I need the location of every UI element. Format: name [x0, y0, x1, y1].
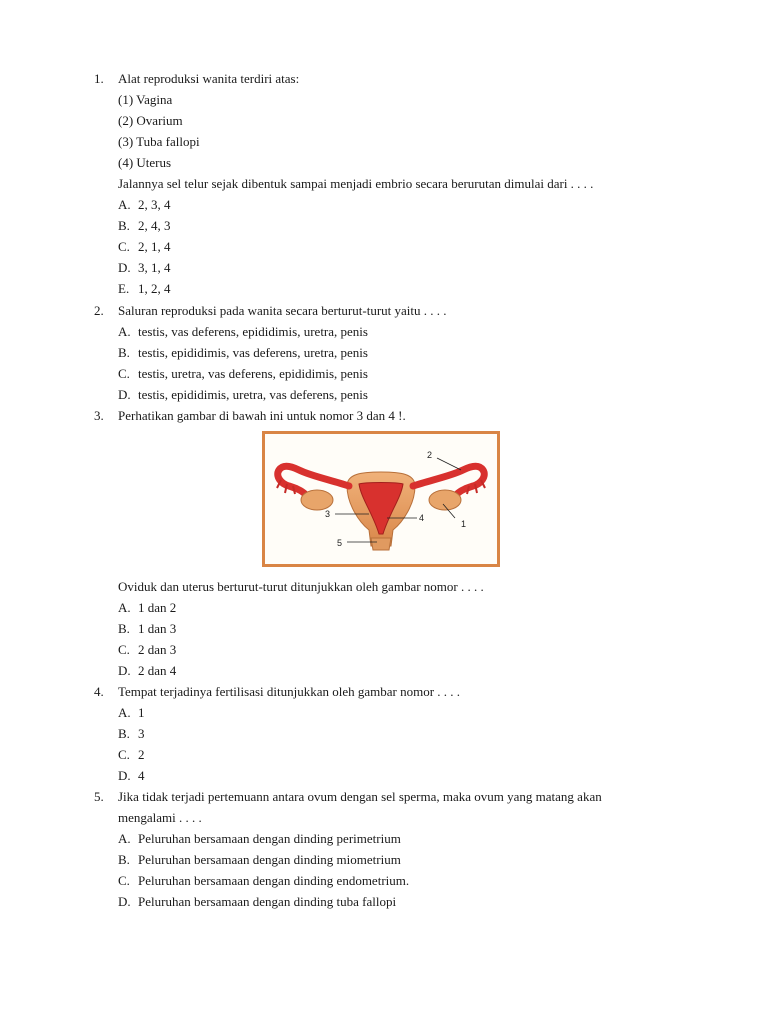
option-e[interactable]: E. 1, 2, 4: [118, 281, 171, 296]
question-text: Jalannya sel telur sejak dibentuk sampai menjadi embrio secara berurutan dimulai dari . . . .: [118, 176, 594, 191]
option-a[interactable]: A. Peluruhan bersamaan dengan dinding perimetrium: [118, 831, 401, 846]
option-c[interactable]: C. 2, 1, 4: [118, 239, 171, 254]
option-d[interactable]: D. testis, epididimis, uretra, vas deferens, penis: [118, 387, 368, 402]
option-b[interactable]: B. testis, epididimis, vas deferens, uretra, penis: [118, 345, 368, 360]
figure-label-3: 3: [325, 509, 331, 519]
option-d[interactable]: D. Peluruhan bersamaan dengan dinding tuba fallopi: [118, 894, 397, 909]
uterus-diagram-icon: [265, 434, 497, 564]
option-b[interactable]: B. 1 dan 3: [118, 621, 177, 636]
question-stem: Alat reproduksi wanita terdiri atas:: [118, 71, 300, 86]
question-number: 1.: [94, 71, 104, 86]
question-stem: Saluran reproduksi pada wanita secara berturut-turut yaitu . . . .: [118, 303, 447, 318]
question-5: [94, 786, 694, 912]
question-stem-continued: mengalami . . . .: [118, 810, 202, 825]
option-a[interactable]: A. 1: [118, 705, 145, 720]
figure-label-1: 1: [461, 519, 467, 529]
question-number: 2.: [94, 303, 104, 318]
question-stem: Perhatikan gambar di bawah ini untuk nomor 3 dan 4 !.: [118, 408, 406, 423]
option-a[interactable]: A. testis, vas deferens, epididimis, uretra, penis: [118, 324, 368, 339]
option-b[interactable]: B. 2, 4, 3: [118, 218, 171, 233]
figure-label-2: 2: [427, 450, 433, 460]
question-number: 4.: [94, 684, 104, 699]
list-item: (4) Uterus: [118, 155, 172, 170]
option-d[interactable]: D. 4: [118, 768, 145, 783]
question-stem: Tempat terjadinya fertilisasi ditunjukkan oleh gambar nomor . . . .: [118, 684, 461, 699]
option-d[interactable]: D. 2 dan 4: [118, 663, 177, 678]
option-c[interactable]: C. 2: [118, 747, 145, 762]
option-a[interactable]: A. 1 dan 2: [118, 600, 177, 615]
question-2: [94, 300, 694, 405]
question-3-body: [94, 576, 694, 681]
option-b[interactable]: B. 3: [118, 726, 145, 741]
list-item: (3) Tuba fallopi: [118, 134, 200, 149]
option-a[interactable]: A. 2, 3, 4: [118, 197, 171, 212]
option-c[interactable]: C. Peluruhan bersamaan dengan dinding endometrium.: [118, 873, 410, 888]
list-item: (1) Vagina: [118, 92, 173, 107]
question-1: [94, 68, 694, 299]
question-number: 5.: [94, 789, 104, 804]
list-item: (2) Ovarium: [118, 113, 183, 128]
option-c[interactable]: C. testis, uretra, vas deferens, epididimis, penis: [118, 366, 368, 381]
question-text: Oviduk dan uterus berturut-turut ditunjukkan oleh gambar nomor . . . .: [118, 579, 484, 594]
reproductive-system-figure: [262, 431, 500, 567]
option-b[interactable]: B. Peluruhan bersamaan dengan dinding miometrium: [118, 852, 401, 867]
figure-label-4: 4: [419, 513, 425, 523]
figure-label-5: 5: [337, 538, 343, 548]
question-number: 3.: [94, 408, 104, 423]
question-4: [94, 681, 694, 786]
option-c[interactable]: C. 2 dan 3: [118, 642, 177, 657]
question-3: [94, 405, 694, 426]
option-d[interactable]: D. 3, 1, 4: [118, 260, 171, 275]
question-stem: Jika tidak terjadi pertemuann antara ovum dengan sel sperma, maka ovum yang matang akan: [118, 789, 602, 804]
